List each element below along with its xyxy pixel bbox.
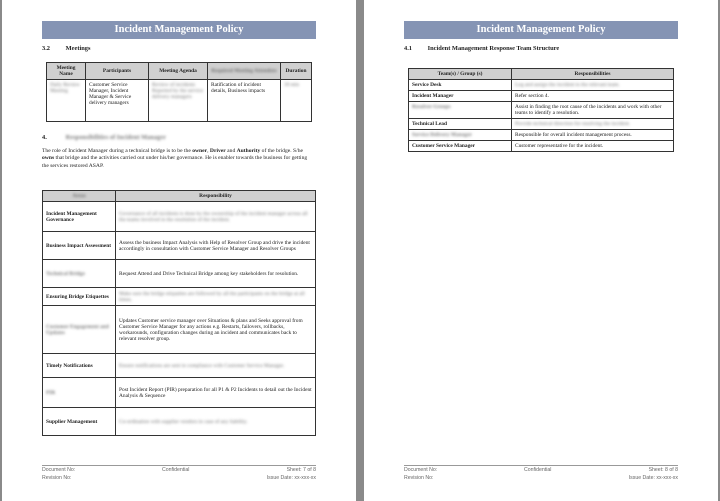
table-row	[409, 119, 674, 130]
section-heading-responsibilities	[42, 134, 166, 141]
table-row	[47, 80, 312, 122]
team-structure-table	[408, 68, 674, 152]
section-number: 4.	[42, 134, 47, 141]
text-run: of the bridge. S/he	[260, 148, 303, 154]
responsibility-cell: Responsible for overall incident management process.	[512, 130, 674, 141]
section-title: Responsibilities of Incident Manager	[65, 134, 166, 141]
revision-number: Revision No:	[404, 475, 434, 481]
confidential-label: Confidential	[162, 467, 190, 473]
table-row	[43, 354, 316, 378]
table-cell: Customer Service Manager, Incident Manager & Service delivery managers	[86, 80, 149, 122]
table-cell: Daily Review Meeting	[47, 80, 86, 122]
col-header: Areas	[43, 191, 116, 202]
table-row	[409, 102, 674, 119]
document-page-8	[364, 0, 718, 501]
table-cell: 30 min	[281, 80, 312, 122]
document-number: Document No:	[404, 467, 438, 473]
responsibility-cell: Customer representative for the incident.	[512, 141, 674, 152]
area-cell: Technical Bridge	[43, 260, 116, 288]
responsibility-cell: Provide technical direction for resolving the incident.	[512, 119, 674, 130]
responsibilities-table	[42, 190, 316, 436]
intro-paragraph	[42, 148, 314, 170]
text-run: that bridge and the activities carried out under his/her governance. He is enabler towards the business for getting the services restored ASAP.	[42, 155, 308, 169]
document-page-7	[2, 0, 356, 501]
area-cell: Ensuring Bridge Etiquettes	[43, 288, 116, 306]
area-cell: PIR	[43, 378, 116, 408]
table-row	[43, 288, 316, 306]
table-header-row	[47, 63, 312, 80]
col-header: Meeting Agenda	[149, 63, 208, 80]
section-title: Incident Management Response Team Structure	[427, 45, 560, 52]
section-number: 4.1	[404, 45, 412, 52]
table-header-row	[43, 191, 316, 202]
area-cell: Business Impact Assessment	[43, 232, 116, 260]
table-row	[409, 80, 674, 91]
table-row	[43, 260, 316, 288]
team-cell: Technical Lead	[409, 119, 512, 130]
responsibility-cell: Make sure the bridge etiquettes are followed by all the participants on the bridge at all times.	[116, 288, 316, 306]
area-cell: Incident Management Governance	[43, 202, 116, 232]
responsibility-cell: Governance of all incidents is done by the ownership of the incident manager across all the teams involved in the resolution of the incident.	[116, 202, 316, 232]
page-footer	[42, 465, 316, 482]
col-header: Required Meeting Attendees	[208, 63, 281, 80]
responsibility-cell: Assess the business Impact Analysis with Help of Resolver Group and drive the incident accordingly in consultation with Customer Service Manager and Resolver Groups	[116, 232, 316, 260]
responsibility-cell: Co-ordination with supplier vendors in case of any liability.	[116, 408, 316, 436]
table-header-row	[409, 69, 674, 80]
table-row	[43, 306, 316, 354]
revision-number: Revision No:	[42, 475, 72, 481]
table-row	[409, 141, 674, 152]
team-cell: Resolver Groups	[409, 102, 512, 119]
table-row	[43, 202, 316, 232]
col-header: Responsibility	[116, 191, 316, 202]
section-title: Meetings	[65, 45, 91, 52]
area-cell: Customer Engagement and Updates	[43, 306, 116, 354]
document-title-banner: Incident Management Policy	[404, 21, 678, 39]
document-title-banner: Incident Management Policy	[42, 21, 316, 39]
page-gutter	[356, 0, 364, 501]
team-cell: Incident Manager	[409, 91, 512, 102]
col-header: Duration	[281, 63, 312, 80]
team-cell: Service Desk	[409, 80, 512, 91]
col-header: Participants	[86, 63, 149, 80]
text-run: ,	[207, 148, 210, 154]
team-cell: Customer Service Manager	[409, 141, 512, 152]
sheet-number: Sheet: 7 of 8	[286, 467, 316, 473]
sheet-number: Sheet: 8 of 8	[648, 467, 678, 473]
team-cell: Service Delivery Manager	[409, 130, 512, 141]
table-row	[43, 232, 316, 260]
table-cell: Ratification of incident details, Business impacts	[208, 80, 281, 122]
text-run: and	[225, 148, 237, 154]
table-cell: Review of incidents Reported by the service delivery managers	[149, 80, 208, 122]
table-row	[409, 130, 674, 141]
responsibility-cell: Refer section 4.	[512, 91, 674, 102]
issue-date: Issue Date: xx-xxx-xx	[266, 475, 316, 481]
text-run: owner	[192, 148, 208, 154]
area-cell: Supplier Management	[43, 408, 116, 436]
document-number: Document No:	[42, 467, 76, 473]
page-footer	[404, 465, 678, 482]
responsibility-cell: Assist in finding the root cause of the incidents and work with other teams to identify a resolution.	[512, 102, 674, 119]
confidential-label: Confidential	[524, 467, 552, 473]
responsibility-cell: Updates Customer service manager over Situations & plans and Seeks approval from Customer Service Manager for any actions e.g. Restarts, failovers, rollbacks, workarounds, configuration changes during an incident and communicates back to relevant resolver group.	[116, 306, 316, 354]
responsibility-cell: Ensure notifications are sent in compliance with Customer Service Manager.	[116, 354, 316, 378]
table-row	[43, 408, 316, 436]
text-run: The role of Incident Manager during a technical bridge is to be the	[42, 148, 193, 154]
meetings-table	[46, 62, 312, 122]
section-heading-meetings	[42, 45, 90, 52]
responsibility-cell: Post Incident Report (PIR) preparation for all P1 & P2 Incidents to detail out the Incident Analysis & Sequence	[116, 378, 316, 408]
responsibility-cell: Request Attend and Drive Technical Bridge among key stakeholders for resolution.	[116, 260, 316, 288]
issue-date: Issue Date: xx-xxx-xx	[628, 475, 678, 481]
text-run: Authority	[236, 148, 261, 154]
area-cell: Timely Notifications	[43, 354, 116, 378]
responsibility-cell: Log and assign the incident to the relevant team.	[512, 80, 674, 91]
section-heading-team-structure	[404, 45, 559, 52]
col-header: Meeting Name	[47, 63, 86, 80]
table-row	[409, 91, 674, 102]
text-run: Driver	[209, 148, 226, 154]
col-header: Team(s) / Group (s)	[409, 69, 512, 80]
col-header: Responsibilities	[512, 69, 674, 80]
section-number: 3.2	[42, 45, 50, 52]
text-run: owns	[42, 155, 55, 162]
table-row	[43, 378, 316, 408]
